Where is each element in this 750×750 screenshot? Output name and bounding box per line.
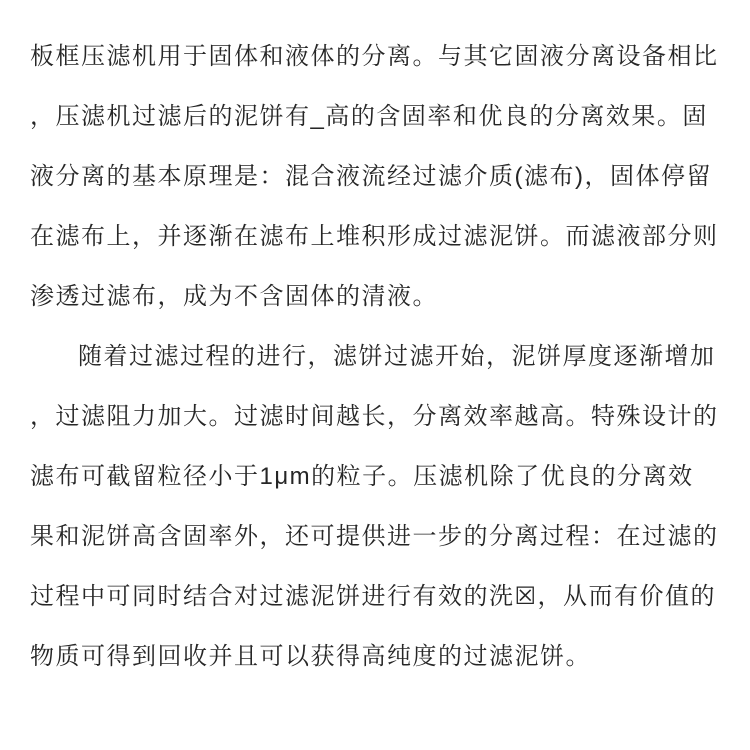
text-line: 随着过滤过程的进行，滤饼过滤开始，泥饼厚度逐渐增加	[78, 343, 716, 370]
paragraph	[30, 327, 726, 687]
text-line: 在滤布上，并逐渐在滤布上堆积形成过滤泥饼。而滤液部分则	[30, 223, 719, 250]
text-line: 滤布可截留粒径小于1μm的粒子。压滤机除了优良的分离效	[30, 463, 694, 490]
paragraph	[30, 27, 726, 327]
text-line: 过程中可同时结合对过滤泥饼进行有效的洗☒，从而有价值的	[30, 583, 717, 610]
text-line: ，压滤机过滤后的泥饼有_高的含固率和优良的分离效果。固	[30, 103, 708, 130]
text-line: ，过滤阻力加大。过滤时间越长，分离效率越高。特殊设计的	[30, 403, 719, 430]
text-line: 果和泥饼高含固率外，还可提供进一步的分离过程：在过滤的	[30, 523, 719, 550]
text-line: 板框压滤机用于固体和液体的分离。与其它固液分离设备相比	[30, 43, 719, 70]
text-line: 物质可得到回收并且可以获得高纯度的过滤泥饼。	[30, 643, 591, 670]
text-line: 渗透过滤布，成为不含固体的清液。	[30, 283, 438, 310]
text-line: 液分离的基本原理是：混合液流经过滤介质(滤布)，固体停留	[30, 163, 712, 190]
document-body	[30, 27, 726, 687]
